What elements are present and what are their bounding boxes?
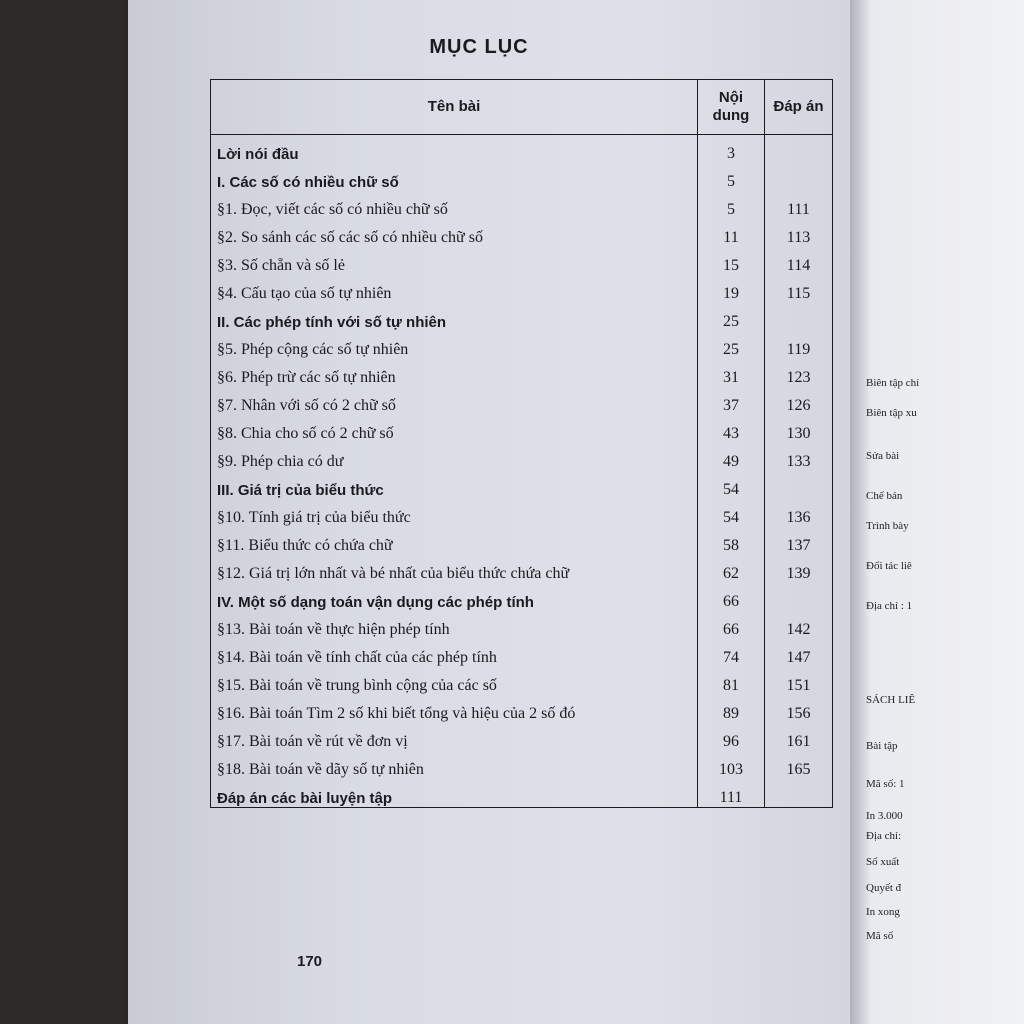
content-page-cell: 37 [698, 387, 765, 415]
content-page-cell: 66 [698, 583, 765, 611]
facing-page-line: Chế bản [866, 490, 903, 502]
content-page-cell: 62 [698, 555, 765, 583]
content-page-cell: 25 [698, 303, 765, 331]
facing-page-line: Địa chỉ: [866, 830, 902, 842]
table-row [211, 471, 833, 499]
content-page-cell: 19 [698, 275, 765, 303]
table-row [211, 667, 833, 695]
lesson-name-cell: §9. Phép chia có dư [211, 443, 698, 471]
table-row [211, 443, 833, 471]
table-row [211, 555, 833, 583]
table-row [211, 723, 833, 751]
answer-page-cell [765, 471, 833, 499]
answer-page-cell: 115 [765, 275, 833, 303]
content-page-cell: 5 [698, 163, 765, 191]
content-page-cell: 3 [698, 135, 765, 164]
table-row [211, 583, 833, 611]
answer-page-cell: 133 [765, 443, 833, 471]
table-row [211, 387, 833, 415]
lesson-name-cell: §17. Bài toán về rút về đơn vị [211, 723, 698, 751]
lesson-name-cell: Đáp án các bài luyện tập [211, 779, 698, 808]
answer-page-cell: 119 [765, 331, 833, 359]
facing-page-line: Biên tập chí [866, 377, 920, 389]
answer-page-cell: 151 [765, 667, 833, 695]
table-row [211, 359, 833, 387]
lesson-name-cell: §13. Bài toán về thực hiện phép tính [211, 611, 698, 639]
answer-page-cell: 161 [765, 723, 833, 751]
table-row [211, 695, 833, 723]
lesson-name-cell: §11. Biểu thức có chứa chữ [211, 527, 698, 555]
content-page-cell: 58 [698, 527, 765, 555]
content-page-cell: 66 [698, 611, 765, 639]
table-of-contents [210, 79, 833, 808]
lesson-name-cell: §10. Tính giá trị của biểu thức [211, 499, 698, 527]
content-page-cell: 49 [698, 443, 765, 471]
content-page-cell: 74 [698, 639, 765, 667]
content-page-cell: 89 [698, 695, 765, 723]
content-page-cell: 5 [698, 191, 765, 219]
facing-page-line: Trình bày [866, 520, 909, 532]
lesson-name-cell: §18. Bài toán về dãy số tự nhiên [211, 751, 698, 779]
answer-page-cell: 111 [765, 191, 833, 219]
answer-page-cell: 136 [765, 499, 833, 527]
lesson-name-cell: §14. Bài toán về tính chất của các phép tính [211, 639, 698, 667]
page-title: MỤC LỤC [429, 36, 529, 58]
answer-page-cell: 123 [765, 359, 833, 387]
table-body [211, 135, 833, 808]
lesson-name-cell: §5. Phép cộng các số tự nhiên [211, 331, 698, 359]
facing-page-line: Mã số: 1 [866, 778, 905, 790]
answer-page-cell: 113 [765, 219, 833, 247]
table-row [211, 611, 833, 639]
answer-page-cell: 142 [765, 611, 833, 639]
lesson-name-cell: II. Các phép tính với số tự nhiên [211, 303, 698, 331]
table-row [211, 779, 833, 808]
header-content-page: Nội dung [698, 80, 765, 135]
lesson-name-cell: §6. Phép trừ các số tự nhiên [211, 359, 698, 387]
lesson-name-cell: I. Các số có nhiều chữ số [211, 163, 698, 191]
lesson-name-cell: §16. Bài toán Tìm 2 số khi biết tổng và hiệu của 2 số đó [211, 695, 698, 723]
answer-page-cell: 147 [765, 639, 833, 667]
answer-page-cell: 114 [765, 247, 833, 275]
facing-page-line: Mã số [866, 930, 894, 942]
facing-page-line: In 3.000 [866, 810, 903, 822]
facing-page-line: In xong [866, 906, 900, 918]
lesson-name-cell: §1. Đọc, viết các số có nhiều chữ số [211, 191, 698, 219]
answer-page-cell [765, 583, 833, 611]
table-row [211, 331, 833, 359]
content-page-cell: 103 [698, 751, 765, 779]
table-row [211, 303, 833, 331]
table-row [211, 527, 833, 555]
answer-page-cell: 130 [765, 415, 833, 443]
content-page-cell: 15 [698, 247, 765, 275]
lesson-name-cell: IV. Một số dạng toán vận dụng các phép tính [211, 583, 698, 611]
lesson-name-cell: III. Giá trị của biểu thức [211, 471, 698, 499]
facing-page-line: Số xuất [866, 856, 900, 868]
answer-page-cell: 165 [765, 751, 833, 779]
lesson-name-cell: §2. So sánh các số các số có nhiều chữ số [211, 219, 698, 247]
content-page-cell: 25 [698, 331, 765, 359]
table-row [211, 499, 833, 527]
answer-page-cell [765, 303, 833, 331]
header-lesson-name: Tên bài [211, 80, 698, 135]
facing-page-line: Đối tác liê [866, 560, 912, 572]
answer-page-cell: 139 [765, 555, 833, 583]
answer-page-cell: 137 [765, 527, 833, 555]
lesson-name-cell: §4. Cấu tạo của số tự nhiên [211, 275, 698, 303]
facing-page-line: Sửa bài [866, 450, 900, 462]
answer-page-cell [765, 779, 833, 808]
lesson-name-cell: §12. Giá trị lớn nhất và bé nhất của biểu thức chứa chữ [211, 555, 698, 583]
facing-page-line: Địa chỉ : 1 [866, 600, 913, 612]
table-row [211, 135, 833, 164]
lesson-name-cell: Lời nói đầu [211, 135, 698, 164]
answer-page-cell: 126 [765, 387, 833, 415]
table-row [211, 191, 833, 219]
content-page-cell: 111 [698, 779, 765, 808]
facing-page [850, 0, 1024, 1024]
answer-page-cell [765, 135, 833, 164]
table-header-row [211, 80, 833, 135]
answer-page-cell: 156 [765, 695, 833, 723]
content-page-cell: 96 [698, 723, 765, 751]
facing-page-line: Bài tập [866, 740, 898, 752]
facing-page-line: Quyết đ [866, 882, 902, 894]
table-row [211, 247, 833, 275]
header-answer-page: Đáp án [765, 80, 833, 135]
lesson-name-cell: §7. Nhân với số có 2 chữ số [211, 387, 698, 415]
content-page-cell: 54 [698, 471, 765, 499]
table-row [211, 639, 833, 667]
page-number: 170 [297, 953, 323, 970]
facing-page-line: SÁCH LIÊ [866, 694, 916, 706]
content-page-cell: 81 [698, 667, 765, 695]
content-page-cell: 43 [698, 415, 765, 443]
content-page-cell: 11 [698, 219, 765, 247]
content-page-cell: 31 [698, 359, 765, 387]
table-row [211, 163, 833, 191]
table-row [211, 219, 833, 247]
table-row [211, 275, 833, 303]
table-row [211, 415, 833, 443]
lesson-name-cell: §15. Bài toán về trung bình cộng của các số [211, 667, 698, 695]
answer-page-cell [765, 163, 833, 191]
lesson-name-cell: §8. Chia cho số có 2 chữ số [211, 415, 698, 443]
lesson-name-cell: §3. Số chẵn và số lẻ [211, 247, 698, 275]
content-page-cell: 54 [698, 499, 765, 527]
facing-page-line: Biên tập xu [866, 407, 917, 419]
table-row [211, 751, 833, 779]
